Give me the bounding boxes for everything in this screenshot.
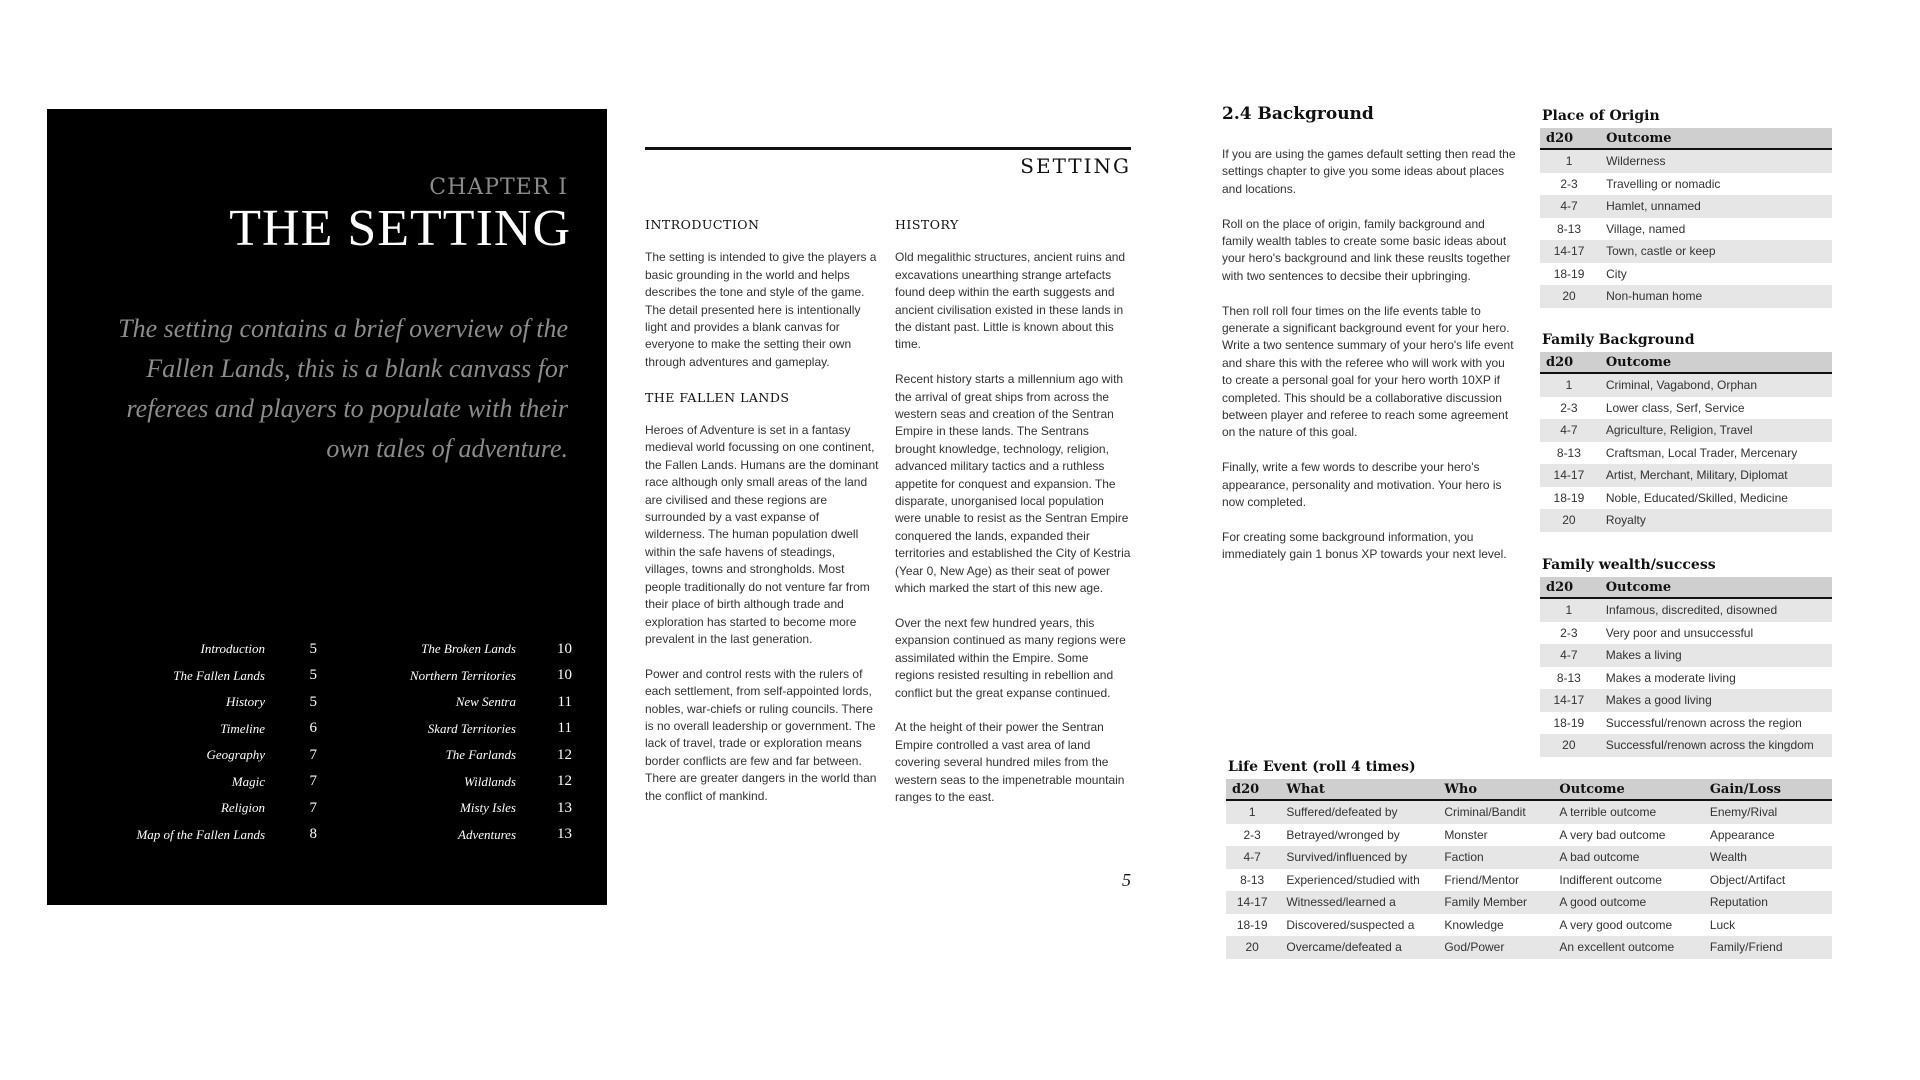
toc-item[interactable]: [357, 742, 572, 769]
toc-right: [357, 636, 572, 848]
table-cell: Successful/renown across the region: [1605, 715, 1802, 730]
toc-item-page: 13: [557, 799, 572, 816]
toc-item-label: Magic: [231, 773, 265, 789]
section-heading-history: HISTORY: [895, 217, 959, 232]
chapter-page: [47, 109, 607, 905]
section-heading-introduction: INTRODUCTION: [645, 217, 760, 232]
roll-cell: 8-13: [1556, 445, 1581, 460]
table-cell: Witnessed/learned a: [1278, 891, 1436, 914]
table-cell: An excellent outcome: [1551, 936, 1701, 959]
toc-item-label: New Sentra: [455, 694, 516, 710]
table-cell: Object/Artifact: [1709, 872, 1786, 887]
table-cell: Friend/Mentor: [1444, 872, 1520, 887]
table-cell: Lower class, Serf, Service: [1605, 400, 1745, 415]
table-row: [1540, 442, 1832, 465]
toc-item-label: Introduction: [200, 641, 265, 657]
roll-cell: 20: [1540, 509, 1598, 532]
roll-cell: 2-3: [1560, 176, 1578, 191]
roll-cell: 18-19: [1553, 266, 1585, 281]
table-cell: A good outcome: [1551, 891, 1701, 914]
background-text: [1222, 146, 1517, 581]
chapter-label: CHAPTER I: [429, 175, 568, 200]
table-cell: Family/Friend: [1702, 936, 1832, 959]
roll-cell: 8-13: [1557, 221, 1582, 236]
table-cell: Very poor and unsuccessful: [1605, 625, 1754, 640]
roll-cell: 1: [1540, 373, 1598, 397]
column-header: Outcome: [1598, 352, 1832, 373]
table-cell: Wilderness: [1598, 149, 1832, 173]
table-row: [1226, 936, 1832, 959]
toc-item[interactable]: [357, 822, 572, 849]
table-cell: Makes a good living: [1598, 689, 1832, 712]
column-header: Outcome: [1551, 779, 1701, 800]
table-cell: City: [1606, 266, 1627, 281]
table-title-place-of-origin: Place of Origin: [1542, 108, 1660, 124]
table-cell: Craftsman, Local Trader, Mercenary: [1605, 445, 1798, 460]
paragraph: At the height of their power the Sentran Empire controlled a vast area of land covering several hundred miles from the western seas to the impenetrable mountain ranges to the east.: [895, 720, 1125, 804]
roll-cell: 8-13: [1556, 670, 1581, 685]
table-row: [1540, 173, 1832, 196]
table-title-family-wealth: Family wealth/success: [1542, 557, 1716, 573]
table-cell: Discovered/suspected a: [1286, 917, 1415, 932]
paragraph: For creating some background information, you immediately gain 1 bonus XP towards your next level.: [1222, 529, 1507, 562]
table-cell: Indifferent outcome: [1559, 872, 1662, 887]
life-event-table: [1226, 779, 1832, 959]
table-cell: Infamous, discredited, disowned: [1598, 598, 1832, 622]
table-row: [1540, 195, 1832, 218]
family-wealth-table: [1540, 577, 1832, 757]
column-header: Outcome: [1598, 577, 1832, 598]
column-header: d20: [1540, 577, 1598, 598]
paragraph: Old megalithic structures, ancient ruins and excavations unearthing strange artefacts found deep within the earth suggests and ancient civilisation existed in these lands in the distant past. Little is known about this time.: [895, 250, 1126, 352]
column-header: What: [1278, 779, 1436, 800]
table-row: [1540, 149, 1832, 173]
table-cell: Luck: [1709, 917, 1736, 932]
toc-item[interactable]: [107, 663, 317, 690]
table-cell: A very bad outcome: [1559, 827, 1666, 842]
toc-item-label: Northern Territories: [409, 667, 516, 683]
toc-item-page: 13: [557, 826, 572, 843]
table-row: [1540, 285, 1832, 308]
table-cell: God/Power: [1436, 936, 1551, 959]
column-header: d20: [1226, 779, 1278, 800]
table-cell: Travelling or nomadic: [1606, 176, 1721, 191]
roll-cell: 14-17: [1540, 240, 1598, 263]
table-cell: Wealth: [1702, 846, 1832, 869]
toc-item[interactable]: [107, 636, 317, 663]
table-title-family-background: Family Background: [1542, 332, 1695, 348]
chapter-title: THE SETTING: [229, 200, 571, 257]
table-header-row: [1540, 577, 1832, 598]
roll-cell: 18-19: [1553, 490, 1585, 505]
toc-item-label: Skard Territories: [427, 720, 516, 736]
column-header: Outcome: [1598, 128, 1832, 149]
table-row: [1226, 824, 1832, 847]
roll-cell: 4-7: [1540, 644, 1598, 667]
table-row: [1226, 869, 1832, 892]
table-row: [1226, 800, 1832, 824]
roll-cell: 14-17: [1226, 891, 1278, 914]
paragraph: Recent history starts a millennium ago with the arrival of great ships from across the western seas and creation of the Sentran Empire in these lands. The Sentrans brought knowledge, technology, religion, advanced military tactics and a ruthless appetite for conquest and expansion. The disparate, unorganised local population were unable to resist as the Sentran Empire conquered the lands, expanded their territories and established the City of Kestria (Year 0, New Age) as their seat of power which marked the start of this new age.: [895, 372, 1131, 596]
toc-item[interactable]: [357, 636, 572, 663]
toc-item-page: 11: [557, 693, 572, 710]
roll-cell: 4-7: [1540, 195, 1598, 218]
toc-item[interactable]: [107, 689, 317, 716]
paragraph: Heroes of Adventure is set in a fantasy medieval world focussing on one continent, the Fallen Lands. Humans are the dominant race although only small areas of the land are civilised and these regions are surrounded by a vast expanse of wilderness. The human population dwell within the safe havens of steadings, villages, towns and strongholds. Most people traditionally do not venture far from their place of birth although trade and exploration has started to become more prevalent in the last generation.: [645, 423, 879, 646]
table-cell: Criminal/Bandit: [1436, 800, 1551, 824]
paragraph: If you are using the games default setting then read the settings chapter to give you some ideas about places and locations.: [1222, 147, 1516, 196]
table-row: [1540, 487, 1832, 510]
table-cell: Royalty: [1598, 509, 1832, 532]
table-row: [1540, 397, 1832, 420]
roll-cell: 4-7: [1226, 846, 1278, 869]
right-column: [895, 216, 1131, 824]
column-header: d20: [1540, 128, 1598, 149]
table-cell: Artist, Merchant, Military, Diplomat: [1598, 464, 1832, 487]
table-cell: Appearance: [1709, 827, 1775, 842]
table-cell: Survived/influenced by: [1278, 846, 1436, 869]
table-row: [1226, 891, 1832, 914]
toc-item-label: Map of the Fallen Lands: [136, 826, 265, 842]
table-cell: Makes a living: [1598, 644, 1832, 667]
table-cell: Town, castle or keep: [1598, 240, 1832, 263]
toc-item-page: 5: [309, 693, 317, 710]
toc-item-label: Geography: [206, 747, 265, 763]
table-cell: Knowledge: [1444, 917, 1504, 932]
table-row: [1540, 667, 1832, 690]
table-cell: Criminal, Vagabond, Orphan: [1598, 373, 1832, 397]
table-title-life-event: Life Event (roll 4 times): [1228, 759, 1416, 775]
table-row: [1226, 914, 1832, 937]
toc-item-page: 7: [309, 799, 317, 816]
roll-cell: 2-3: [1243, 827, 1261, 842]
table-row: [1540, 464, 1832, 487]
table-row: [1540, 373, 1832, 397]
toc-item[interactable]: [357, 716, 572, 743]
table-row: [1540, 734, 1832, 757]
table-cell: A very good outcome: [1559, 917, 1673, 932]
table-row: [1540, 712, 1832, 735]
table-row: [1540, 598, 1832, 622]
family-background-table: [1540, 352, 1832, 532]
toc-item-label: The Broken Lands: [421, 641, 516, 657]
toc-item-label: Misty Isles: [460, 800, 516, 816]
toc-item[interactable]: [107, 769, 317, 796]
table-cell: Hamlet, unnamed: [1598, 195, 1832, 218]
toc-item[interactable]: [357, 769, 572, 796]
table-cell: Faction: [1436, 846, 1551, 869]
paragraph: Then roll roll four times on the life events table to generate a significant background event for your hero. Write a two sentence summary of your hero's life event and share this with the referee who will work with you to create a personal goal for your hero worth 10XP if completed. This should be a collaborative discussion between player and referee to reach some agreement on the nature of this goal.: [1222, 303, 1514, 440]
table-cell: Betrayed/wronged by: [1286, 827, 1400, 842]
page-header: SETTING: [1020, 154, 1131, 178]
table-header-row: [1540, 128, 1832, 149]
chapter-intro: The setting contains a brief overview of the Fallen Lands, this is a blank canvass for referees and players to populate with their own tales of adventure.: [118, 314, 568, 463]
toc-item-page: 11: [557, 720, 572, 737]
table-cell: Suffered/defeated by: [1278, 800, 1436, 824]
toc-item-label: Adventures: [458, 826, 516, 842]
roll-cell: 20: [1540, 285, 1598, 308]
roll-cell: 2-3: [1560, 400, 1578, 415]
table-cell: Successful/renown across the kingdom: [1598, 734, 1832, 757]
table-row: [1540, 419, 1832, 442]
table-cell: Monster: [1444, 827, 1488, 842]
column-header: Gain/Loss: [1702, 779, 1832, 800]
roll-cell: 1: [1540, 598, 1598, 622]
column-header: Who: [1436, 779, 1551, 800]
roll-cell: 2-3: [1560, 625, 1578, 640]
roll-cell: 18-19: [1553, 715, 1585, 730]
roll-cell: 18-19: [1236, 917, 1268, 932]
table-cell: Overcame/defeated a: [1278, 936, 1436, 959]
toc-left: [107, 636, 317, 848]
table-cell: Agriculture, Religion, Travel: [1598, 419, 1832, 442]
table-row: [1540, 622, 1832, 645]
toc-item-page: 5: [309, 640, 317, 657]
toc-item-page: 7: [309, 773, 317, 790]
table-header-row: [1226, 779, 1832, 800]
toc-item-page: 10: [557, 640, 572, 657]
toc-item[interactable]: [357, 689, 572, 716]
table-cell: Enemy/Rival: [1702, 800, 1832, 824]
page-number: 5: [1122, 870, 1131, 890]
toc-item-page: 12: [557, 773, 572, 790]
column-header: d20: [1540, 352, 1598, 373]
paragraph: Power and control rests with the rulers of each settlement, from self-appointed lords, nobles, war-chiefs or ruling councils. There is no overall leadership or government. The lack of travel, trade or exploration means border conflicts are few and far between. There are greater dangers in the world than the conflict of mankind.: [645, 666, 877, 803]
toc-item-label: Timeline: [220, 720, 265, 736]
toc-item[interactable]: [107, 742, 317, 769]
roll-cell: 14-17: [1540, 689, 1598, 712]
table-cell: Village, named: [1606, 221, 1686, 236]
table-row: [1226, 846, 1832, 869]
toc-item[interactable]: [107, 822, 317, 849]
table-row: [1540, 240, 1832, 263]
table-row: [1540, 218, 1832, 241]
roll-cell: 4-7: [1540, 419, 1598, 442]
paragraph: Finally, write a few words to describe your hero's appearance, personality and motivation. Your hero is now completed.: [1222, 460, 1502, 510]
toc-item[interactable]: [357, 663, 572, 690]
toc-item[interactable]: [107, 716, 317, 743]
table-row: [1540, 689, 1832, 712]
background-page: [1222, 100, 1842, 960]
toc-item-page: 8: [309, 826, 317, 843]
toc-item-page: 7: [309, 746, 317, 763]
table-row: [1540, 644, 1832, 667]
toc-item-page: 10: [557, 667, 572, 684]
table-cell: Experienced/studied with: [1286, 872, 1420, 887]
paragraph: Over the next few hundred years, this expansion continued as many regions were assimilated within the Empire. Some regions resisted resulting in rebellion and conflict but the great expanse continued.: [895, 615, 1126, 700]
table-cell: Noble, Educated/Skilled, Medicine: [1605, 490, 1788, 505]
roll-cell: 14-17: [1540, 464, 1598, 487]
table-cell: A terrible outcome: [1551, 800, 1701, 824]
paragraph: Roll on the place of origin, family background and family wealth tables to create some basic ideas about your hero's background and link these reuslts together with two sentences to decsibe their upbringing.: [1222, 216, 1511, 283]
toc-item[interactable]: [107, 795, 317, 822]
table-header-row: [1540, 352, 1832, 373]
table-cell: Reputation: [1702, 891, 1832, 914]
toc-item-page: 5: [309, 667, 317, 684]
section-heading-fallen-lands: THE FALLEN LANDS: [645, 389, 790, 405]
toc-item[interactable]: [357, 795, 572, 822]
place-of-origin-table: [1540, 128, 1832, 308]
header-rule: [645, 147, 1131, 150]
toc-item-label: The Fallen Lands: [173, 667, 265, 683]
roll-cell: 20: [1226, 936, 1278, 959]
setting-page: [645, 100, 1131, 900]
left-column: [645, 216, 881, 822]
toc-item-label: The Farlands: [445, 747, 516, 763]
table-cell: Makes a moderate living: [1605, 670, 1736, 685]
toc-item-label: Religion: [220, 800, 265, 816]
section-title: 2.4 Background: [1222, 104, 1374, 124]
table-row: [1540, 509, 1832, 532]
paragraph: The setting is intended to give the players a basic grounding in the world and helps describes the tone and style of the game. The detail presented here is intentionally light and provides a blank canvas for everyone to make the setting their own through adventures and gameplay.: [645, 250, 877, 369]
toc-item-page: 12: [557, 746, 572, 763]
table-cell: Non-human home: [1598, 285, 1832, 308]
toc-item-page: 6: [309, 720, 317, 737]
table-cell: A bad outcome: [1551, 846, 1701, 869]
roll-cell: 20: [1540, 734, 1598, 757]
roll-cell: 1: [1540, 149, 1598, 173]
roll-cell: 1: [1226, 800, 1278, 824]
toc-item-label: History: [226, 694, 265, 710]
table-row: [1540, 263, 1832, 286]
table-cell: Family Member: [1436, 891, 1551, 914]
roll-cell: 8-13: [1240, 872, 1265, 887]
toc-item-label: Wildlands: [463, 773, 516, 789]
